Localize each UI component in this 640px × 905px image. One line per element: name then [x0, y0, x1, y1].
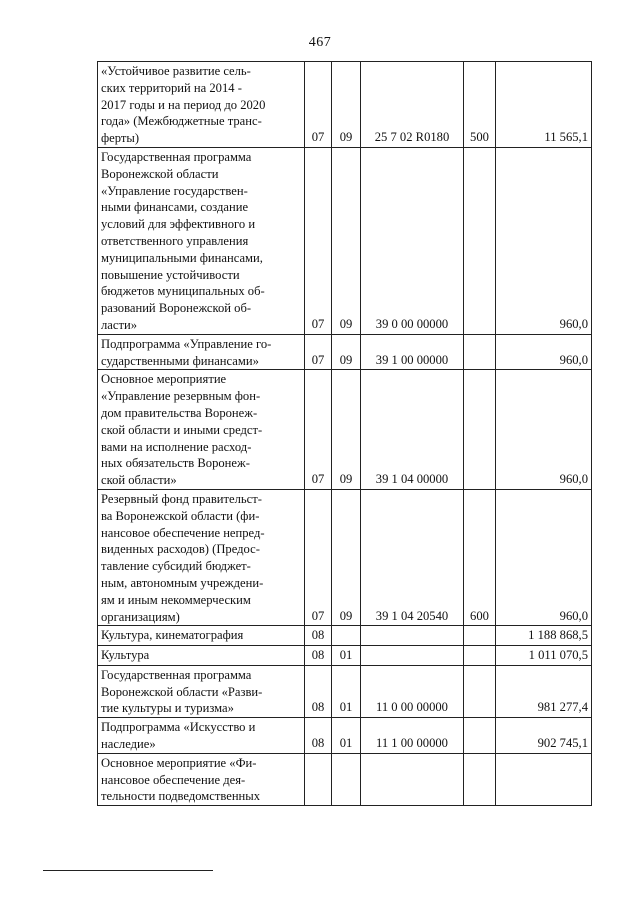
row-name-line: «Управление государствен-: [101, 183, 248, 198]
expense-type-code: [464, 665, 496, 717]
row-name-cell: [98, 665, 305, 717]
section-code: 07: [305, 370, 332, 490]
subsection-code: [332, 753, 361, 805]
amount: 902 745,1: [496, 718, 592, 754]
row-name-line: Культура: [101, 648, 150, 663]
row-name-line: бюджетов муниципальных об-: [101, 284, 265, 299]
row-name-line: ответственного управления: [101, 233, 249, 248]
subsection-code: 09: [332, 489, 361, 625]
section-code: 07: [305, 334, 332, 370]
target-article-code: [361, 753, 464, 805]
row-name-line: ской области»: [101, 473, 177, 488]
row-name: [101, 627, 301, 644]
row-name-cell: [98, 626, 305, 646]
target-article-code: 39 1 00 00000: [361, 334, 464, 370]
row-name-line: ва Воронежской области (фи-: [101, 508, 260, 523]
row-name-line: муниципальными финансами,: [101, 250, 263, 265]
amount: 1 188 868,5: [496, 626, 592, 646]
subsection-code: 09: [332, 62, 361, 148]
expense-type-code: [464, 646, 496, 666]
row-name-line: Резервный фонд правительст-: [101, 491, 262, 506]
table-row: [98, 62, 592, 148]
table-row: [98, 147, 592, 334]
target-article-code: 11 0 00 00000: [361, 665, 464, 717]
target-article-code: 39 1 04 20540: [361, 489, 464, 625]
amount: 960,0: [496, 370, 592, 490]
row-name-cell: [98, 646, 305, 666]
expense-type-code: [464, 718, 496, 754]
row-name-line: сударственными финансами»: [101, 353, 259, 368]
amount: [496, 753, 592, 805]
target-article-code: 11 1 00 00000: [361, 718, 464, 754]
section-code: 07: [305, 147, 332, 334]
row-name-line: Культура, кинематография: [101, 628, 244, 643]
amount: 11 565,1: [496, 62, 592, 148]
row-name: [101, 149, 301, 334]
subsection-code: 01: [332, 665, 361, 717]
expense-type-code: [464, 147, 496, 334]
expense-type-code: [464, 626, 496, 646]
expense-type-code: [464, 370, 496, 490]
row-name-line: нансовое обеспечение непред-: [101, 525, 265, 540]
row-name-line: повышение устойчивости: [101, 267, 240, 282]
subsection-code: 09: [332, 370, 361, 490]
page-number: 467: [308, 35, 332, 50]
budget-table: [97, 61, 592, 806]
row-name-line: 2017 годы и на период до 2020: [101, 97, 266, 112]
section-code: 08: [305, 646, 332, 666]
row-name-cell: [98, 489, 305, 625]
row-name: [101, 63, 301, 147]
expense-type-code: [464, 753, 496, 805]
target-article-code: 25 7 02 R0180: [361, 62, 464, 148]
expense-type-code: 600: [464, 489, 496, 625]
row-name-line: организациям): [101, 609, 180, 624]
table-row: [98, 753, 592, 805]
row-name-line: ям и иным некоммерческим: [101, 592, 251, 607]
row-name-line: «Устойчивое развитие сель-: [101, 64, 251, 78]
row-name-line: ными финансами, создание: [101, 200, 249, 215]
row-name: [101, 336, 301, 370]
row-name: [101, 719, 301, 753]
row-name-cell: [98, 718, 305, 754]
target-article-code: 39 1 04 00000: [361, 370, 464, 490]
section-code: 07: [305, 489, 332, 625]
row-name: [101, 491, 301, 625]
table-row: [98, 665, 592, 717]
budget-table-body: [98, 62, 592, 806]
subsection-code: 01: [332, 646, 361, 666]
row-name: [101, 667, 301, 717]
row-name-line: ской области и иными средст-: [101, 422, 263, 437]
amount: 981 277,4: [496, 665, 592, 717]
row-name-line: ферты): [101, 131, 140, 146]
row-name-line: Основное мероприятие: [101, 372, 227, 387]
row-name-line: наследие»: [101, 737, 156, 752]
table-row: [98, 334, 592, 370]
row-name-line: «Управление резервным фон-: [101, 389, 261, 404]
target-article-code: [361, 626, 464, 646]
subsection-code: [332, 626, 361, 646]
row-name-line: Подпрограмма «Искусство и: [101, 720, 256, 735]
row-name: [101, 755, 301, 805]
row-name-line: Подпрограмма «Управление го-: [101, 336, 272, 351]
expense-type-code: 500: [464, 62, 496, 148]
table-row: [98, 646, 592, 666]
row-name-line: виденных расходов) (Предос-: [101, 542, 260, 557]
table-row: [98, 718, 592, 754]
expense-type-code: [464, 334, 496, 370]
row-name-line: Государственная программа: [101, 149, 252, 164]
row-name-line: ным, автономным учреждени-: [101, 575, 264, 590]
row-name-line: нансовое обеспечение дея-: [101, 772, 246, 787]
row-name-line: Основное мероприятие «Фи-: [101, 755, 257, 770]
section-code: 07: [305, 62, 332, 148]
row-name-line: Государственная программа: [101, 667, 252, 682]
target-article-code: 39 0 00 00000: [361, 147, 464, 334]
row-name-line: ласти»: [101, 317, 138, 332]
footnote-rule: [43, 870, 213, 871]
row-name-line: тие культуры и туризма»: [101, 701, 234, 716]
subsection-code: 09: [332, 334, 361, 370]
subsection-code: 09: [332, 147, 361, 334]
row-name-cell: [98, 147, 305, 334]
subsection-code: 01: [332, 718, 361, 754]
target-article-code: [361, 646, 464, 666]
row-name-line: вами на исполнение расход-: [101, 439, 252, 454]
amount: 960,0: [496, 334, 592, 370]
section-code: 08: [305, 626, 332, 646]
table-row: [98, 489, 592, 625]
row-name-line: тавление субсидий бюджет-: [101, 559, 251, 574]
amount: 960,0: [496, 147, 592, 334]
row-name-line: разований Воронежской об-: [101, 301, 252, 316]
section-code: 08: [305, 718, 332, 754]
row-name-line: ных обязательств Воронеж-: [101, 456, 250, 471]
row-name-cell: [98, 753, 305, 805]
row-name: [101, 647, 301, 664]
row-name-cell: [98, 334, 305, 370]
row-name-line: года» (Межбюджетные транс-: [101, 114, 262, 129]
row-name-line: тельности подведомственных: [101, 789, 261, 804]
row-name-cell: [98, 370, 305, 490]
row-name-cell: [98, 62, 305, 148]
row-name-line: Воронежской области: [101, 166, 219, 181]
row-name-line: дом правительства Воронеж-: [101, 405, 258, 420]
amount: 960,0: [496, 489, 592, 625]
table-row: [98, 626, 592, 646]
amount: 1 011 070,5: [496, 646, 592, 666]
row-name-line: Воронежской области «Разви-: [101, 684, 263, 699]
row-name: [101, 371, 301, 489]
row-name-line: условий для эффективного и: [101, 217, 256, 232]
section-code: [305, 753, 332, 805]
table-row: [98, 370, 592, 490]
row-name-line: ских территорий на 2014 -: [101, 80, 242, 95]
section-code: 08: [305, 665, 332, 717]
